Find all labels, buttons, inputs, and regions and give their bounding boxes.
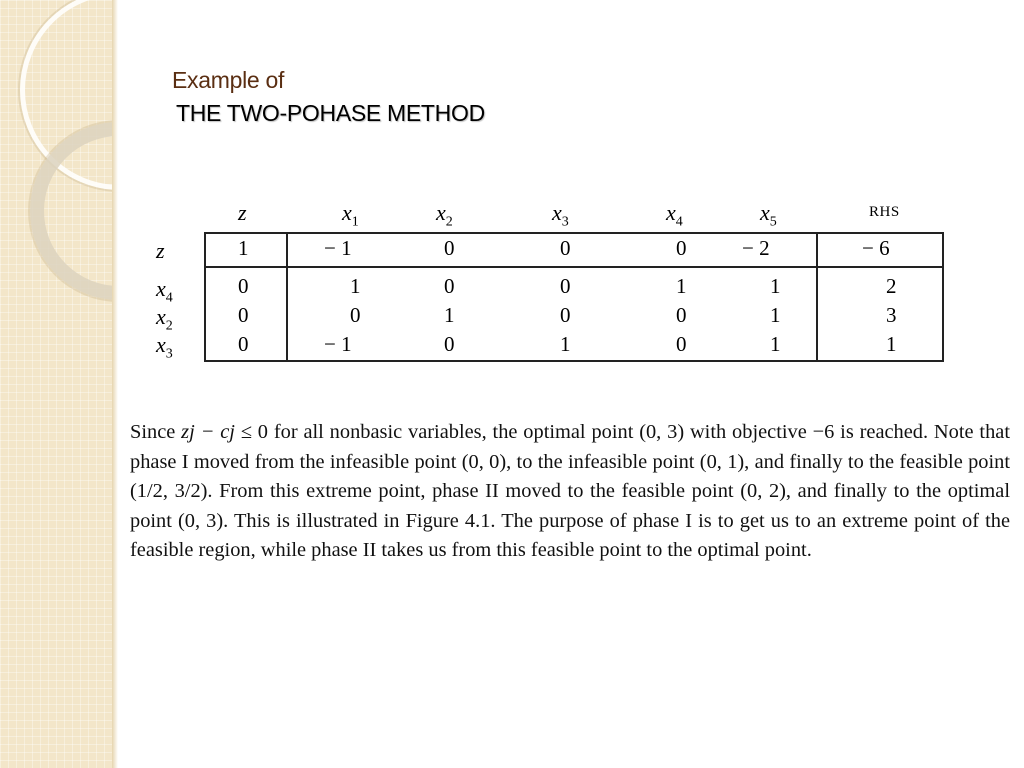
tableau-cell: 1 (350, 274, 361, 298)
title-line-2: THE TWO-POHASE METHOD (176, 100, 485, 126)
tableau-cell: 0 (560, 274, 571, 298)
tableau-cell: 0 (560, 236, 571, 260)
tableau-rhs-cell: 1 (886, 332, 897, 356)
row-label: $x_3$ (156, 332, 173, 362)
tableau-cell: 1 (770, 303, 781, 327)
rhs-header: RHS (869, 204, 900, 220)
side-panel-edge (112, 0, 118, 768)
tableau-rhs-cell: − 6 (862, 236, 890, 260)
tableau-border (204, 232, 944, 362)
column-header: $x_1$ (342, 200, 359, 230)
tableau-divider (204, 266, 944, 268)
tableau-cell: 0 (444, 236, 455, 260)
tableau-cell: 1 (560, 332, 571, 356)
tableau-cell: − 2 (742, 236, 770, 260)
explanation-paragraph (130, 418, 1010, 566)
paragraph-text-rest: ≤ 0 for all nonbasic variables, the optimal point (0, 3) with objective −6 is reached. Note that phase I moved from the infeasible point (0, 0), to the infeasible point (0, 1), and finally to the feasible point (1/2, 3/2). From this extreme point, phase II moved to the feasible point (0, 2), and finally to the optimal point (0, 3). This is illustrated in Figure 4.1. The purpose of phase I is to get us to an extreme point of the feasible region, while phase II takes us from this feasible point to the optimal point. (130, 421, 1010, 562)
tableau-rhs-cell: 3 (886, 303, 897, 327)
tableau-cell: 0 (238, 274, 249, 298)
tableau-cell: 0 (560, 303, 571, 327)
tableau-divider (816, 232, 818, 362)
row-label: z (156, 238, 165, 263)
tableau-cell: 0 (676, 332, 687, 356)
tableau-cell: 0 (676, 236, 687, 260)
tableau-cell: 1 (238, 236, 249, 260)
tableau-cell: 0 (444, 274, 455, 298)
row-label: $x_4$ (156, 276, 173, 306)
tableau-cell: 0 (350, 303, 361, 327)
column-header: $x_4$ (666, 200, 683, 230)
title-line-1: Example of (172, 67, 285, 93)
column-header: $x_5$ (760, 200, 777, 230)
tableau-cell: 1 (770, 274, 781, 298)
tableau-cell: 0 (444, 332, 455, 356)
tableau-cell: 0 (238, 303, 249, 327)
tableau-cell: − 1 (324, 332, 352, 356)
tableau-cell: 1 (676, 274, 687, 298)
column-header: $x_3$ (552, 200, 569, 230)
tableau-divider (286, 232, 288, 362)
simplex-tableau (150, 196, 950, 372)
paragraph-text-start: Since (130, 421, 182, 443)
tableau-cell: 1 (444, 303, 455, 327)
slide-title (172, 64, 485, 130)
column-header: $x_2$ (436, 200, 453, 230)
reduced-cost-expression: zj − cj (181, 421, 235, 443)
row-label: $x_2$ (156, 304, 173, 334)
tableau-cell: 0 (676, 303, 687, 327)
tableau-rhs-cell: 2 (886, 274, 897, 298)
tableau-cell: 1 (770, 332, 781, 356)
decorative-side-panel (0, 0, 112, 768)
tableau-cell: 0 (238, 332, 249, 356)
column-header: z (238, 200, 247, 225)
tableau-cell: − 1 (324, 236, 352, 260)
